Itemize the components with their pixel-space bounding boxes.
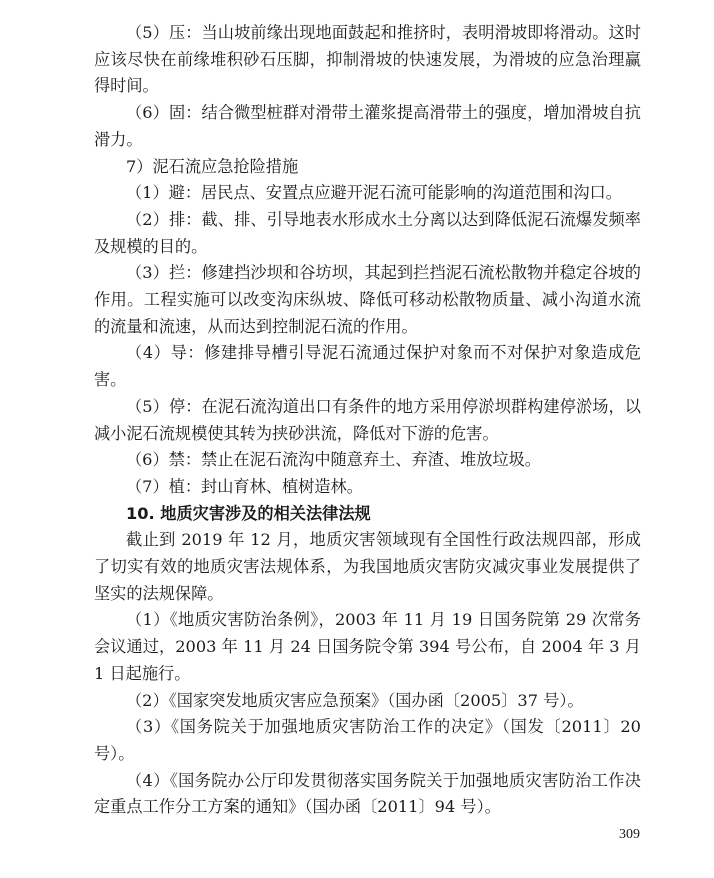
paragraph-law-2: （2）《国家突发地质灾害应急预案》（国办函〔2005〕37 号）。 xyxy=(126,690,584,710)
paragraph-landslide-pressure: （5）压：当山坡前缘出现地面鼓起和推挤时，表明滑坡即将滑动。这时应该尽快在前缘堆积砂石压脚，抑制滑坡的快速发展，为滑坡的应急治理赢得时间。 xyxy=(94,23,641,96)
paragraph-debris-drain: （2）排：截、排、引导地表水形成水土分离以达到降低泥石流爆发频率及规模的目的。 xyxy=(94,209,641,256)
section-heading-laws: 10. 地质灾害涉及的相关法律法规 xyxy=(126,503,371,523)
paragraph-landslide-consolidate: （6）固：结合微型桩群对滑带土灌浆提高滑带土的强度，增加滑坡自抗滑力。 xyxy=(94,103,641,149)
paragraph-law-1: （1）《地质灾害防治条例》，2003 年 11 月 19 日国务院第 29 次常务会议通过，2003 年 11 月 24 日国务院令第 394 号公布，自 2004 年 3 月 1 日起施行。 xyxy=(94,610,641,683)
paragraph-laws-intro: 截止到 2019 年 12 月，地质灾害领域现有全国性行政法规四部，形成了切实有效的地质灾害法规体系，为我国地质灾害防灾减灾事业发展提供了坚实的法规保障。 xyxy=(94,530,641,603)
document-body xyxy=(94,20,641,821)
paragraph-debris-plant: （7）植：封山育林、植树造林。 xyxy=(126,476,363,496)
paragraph-law-4: （4）《国务院办公厅印发贯彻落实国务院关于加强地质灾害防治工作决定重点工作分工方案的通知》（国办函〔2011〕94 号）。 xyxy=(94,770,641,817)
paragraph-debris-prohibit: （6）禁：禁止在泥石流沟中随意弃土、弃渣、堆放垃圾。 xyxy=(126,450,541,470)
paragraph-debris-avoid: （1）避：居民点、安置点应避开泥石流可能影响的沟道范围和沟口。 xyxy=(126,183,622,203)
paragraph-law-3: （3）《国务院关于加强地质灾害防治工作的决定》（国发〔2011〕20 号）。 xyxy=(94,717,641,763)
paragraph-debris-block: （3）拦：修建挡沙坝和谷坊坝，其起到拦挡泥石流松散物并稳定谷坡的作用。工程实施可以改变沟床纵坡、降低可移动松散物质量、减小沟道水流的流量和流速，从而达到控制泥石流的作用。 xyxy=(94,263,641,336)
paragraph-debris-stop: （5）停：在泥石流沟道出口有条件的地方采用停淤坝群构建停淤场，以减小泥石流规模使其转为挟砂洪流，降低对下游的危害。 xyxy=(94,396,641,443)
subheading-debris-flow-measures: 7）泥石流应急抢险措施 xyxy=(126,156,299,176)
page-number: 309 xyxy=(619,827,640,842)
paragraph-debris-guide: （4）导：修建排导槽引导泥石流通过保护对象而不对保护对象造成危害。 xyxy=(94,343,641,390)
